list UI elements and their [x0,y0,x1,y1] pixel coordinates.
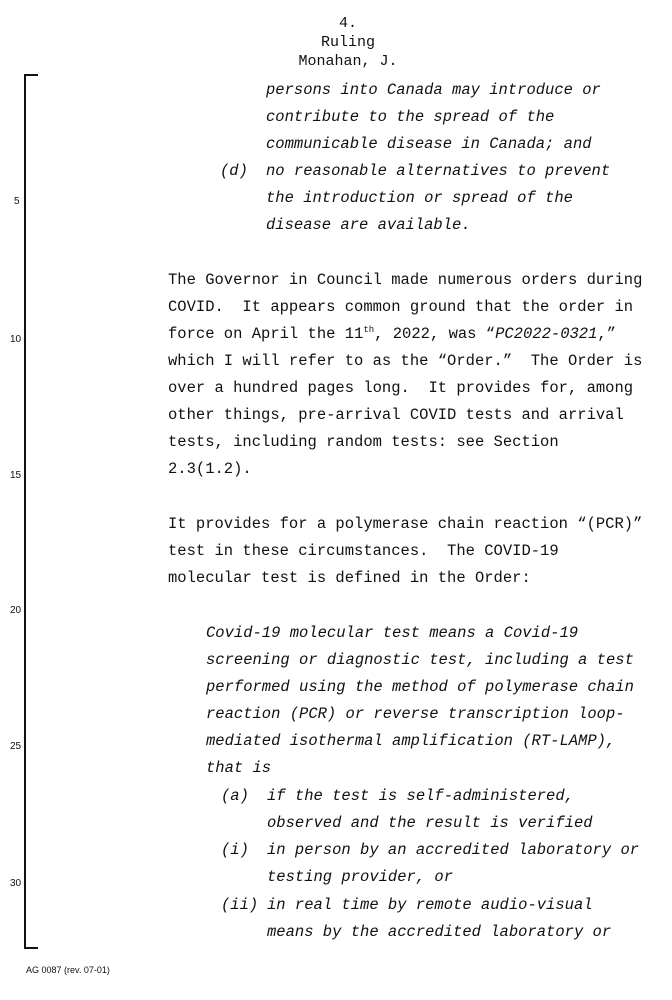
definition-line: performed using the method of polymerase chain [206,678,634,696]
margin-bracket-top [24,74,38,76]
page-title: Ruling [320,34,375,51]
definition-line: means by the accredited laboratory or [267,923,612,941]
definition-line: observed and the result is verified [267,814,593,832]
paragraph-line: molecular test is defined in the Order: [168,569,531,587]
text-segment: , 2022, was “ [374,325,496,343]
paragraph-line: tests, including random tests: see Section [168,433,559,451]
text-segment: ,” [597,325,617,343]
definition-line: if the test is self-administered, [267,787,574,805]
definition-line: screening or diagnostic test, including a test [206,651,634,669]
paragraph-line: other things, pre-arrival COVID tests and arrival [168,406,624,424]
definition-item-label: (a) [221,787,249,805]
line-number: 10 [10,334,22,345]
page-number: 4. [338,15,357,32]
order-number: PC2022-0321 [495,325,598,343]
text-segment: force on April the 11 [168,325,364,343]
quote-line: persons into Canada may introduce or [266,81,601,99]
paragraph-line: COVID. It appears common ground that the order in [168,298,634,316]
line-number: 30 [10,878,22,889]
ordinal-suffix: th [363,324,375,335]
definition-item-label: (i) [221,841,249,859]
line-number: 5 [14,196,20,207]
form-code: AG 0087 (rev. 07-01) [26,965,110,975]
definition-line: in person by an accredited laboratory or [267,841,640,859]
line-number: 15 [10,470,22,481]
quote-item-label: (d) [220,162,248,180]
definition-line: testing provider, or [267,868,454,886]
paragraph-line: which I will refer to as the “Order.” The Order is [168,352,643,370]
quote-line: the introduction or spread of the [266,189,573,207]
definition-item-label: (ii) [221,896,259,914]
margin-bracket [24,74,26,948]
quote-line: disease are available. [266,216,471,234]
definition-line: Covid-19 molecular test means a Covid-19 [206,624,579,642]
paragraph-line: It provides for a polymerase chain reaction “(PCR)” [168,515,643,533]
line-number: 20 [10,605,22,616]
definition-line: mediated isothermal amplification (RT-LAMP), [206,732,616,750]
paragraph-line: The Governor in Council made numerous orders during [168,271,643,289]
definition-line: that is [206,759,272,777]
paragraph-line [168,324,616,344]
line-number: 25 [10,741,22,752]
margin-bracket-bottom [24,947,38,949]
definition-line: reaction (PCR) or reverse transcription loop- [206,705,625,723]
paragraph-line: 2.3(1.2). [168,460,252,478]
judge-name: Monahan, J. [298,53,398,70]
quote-line: no reasonable alternatives to prevent [266,162,611,180]
quote-line: contribute to the spread of the [266,108,555,126]
definition-line: in real time by remote audio-visual [267,896,593,914]
paragraph-line: test in these circumstances. The COVID-19 [168,542,559,560]
quote-line: communicable disease in Canada; and [266,135,592,153]
paragraph-line: over a hundred pages long. It provides for, among [168,379,634,397]
